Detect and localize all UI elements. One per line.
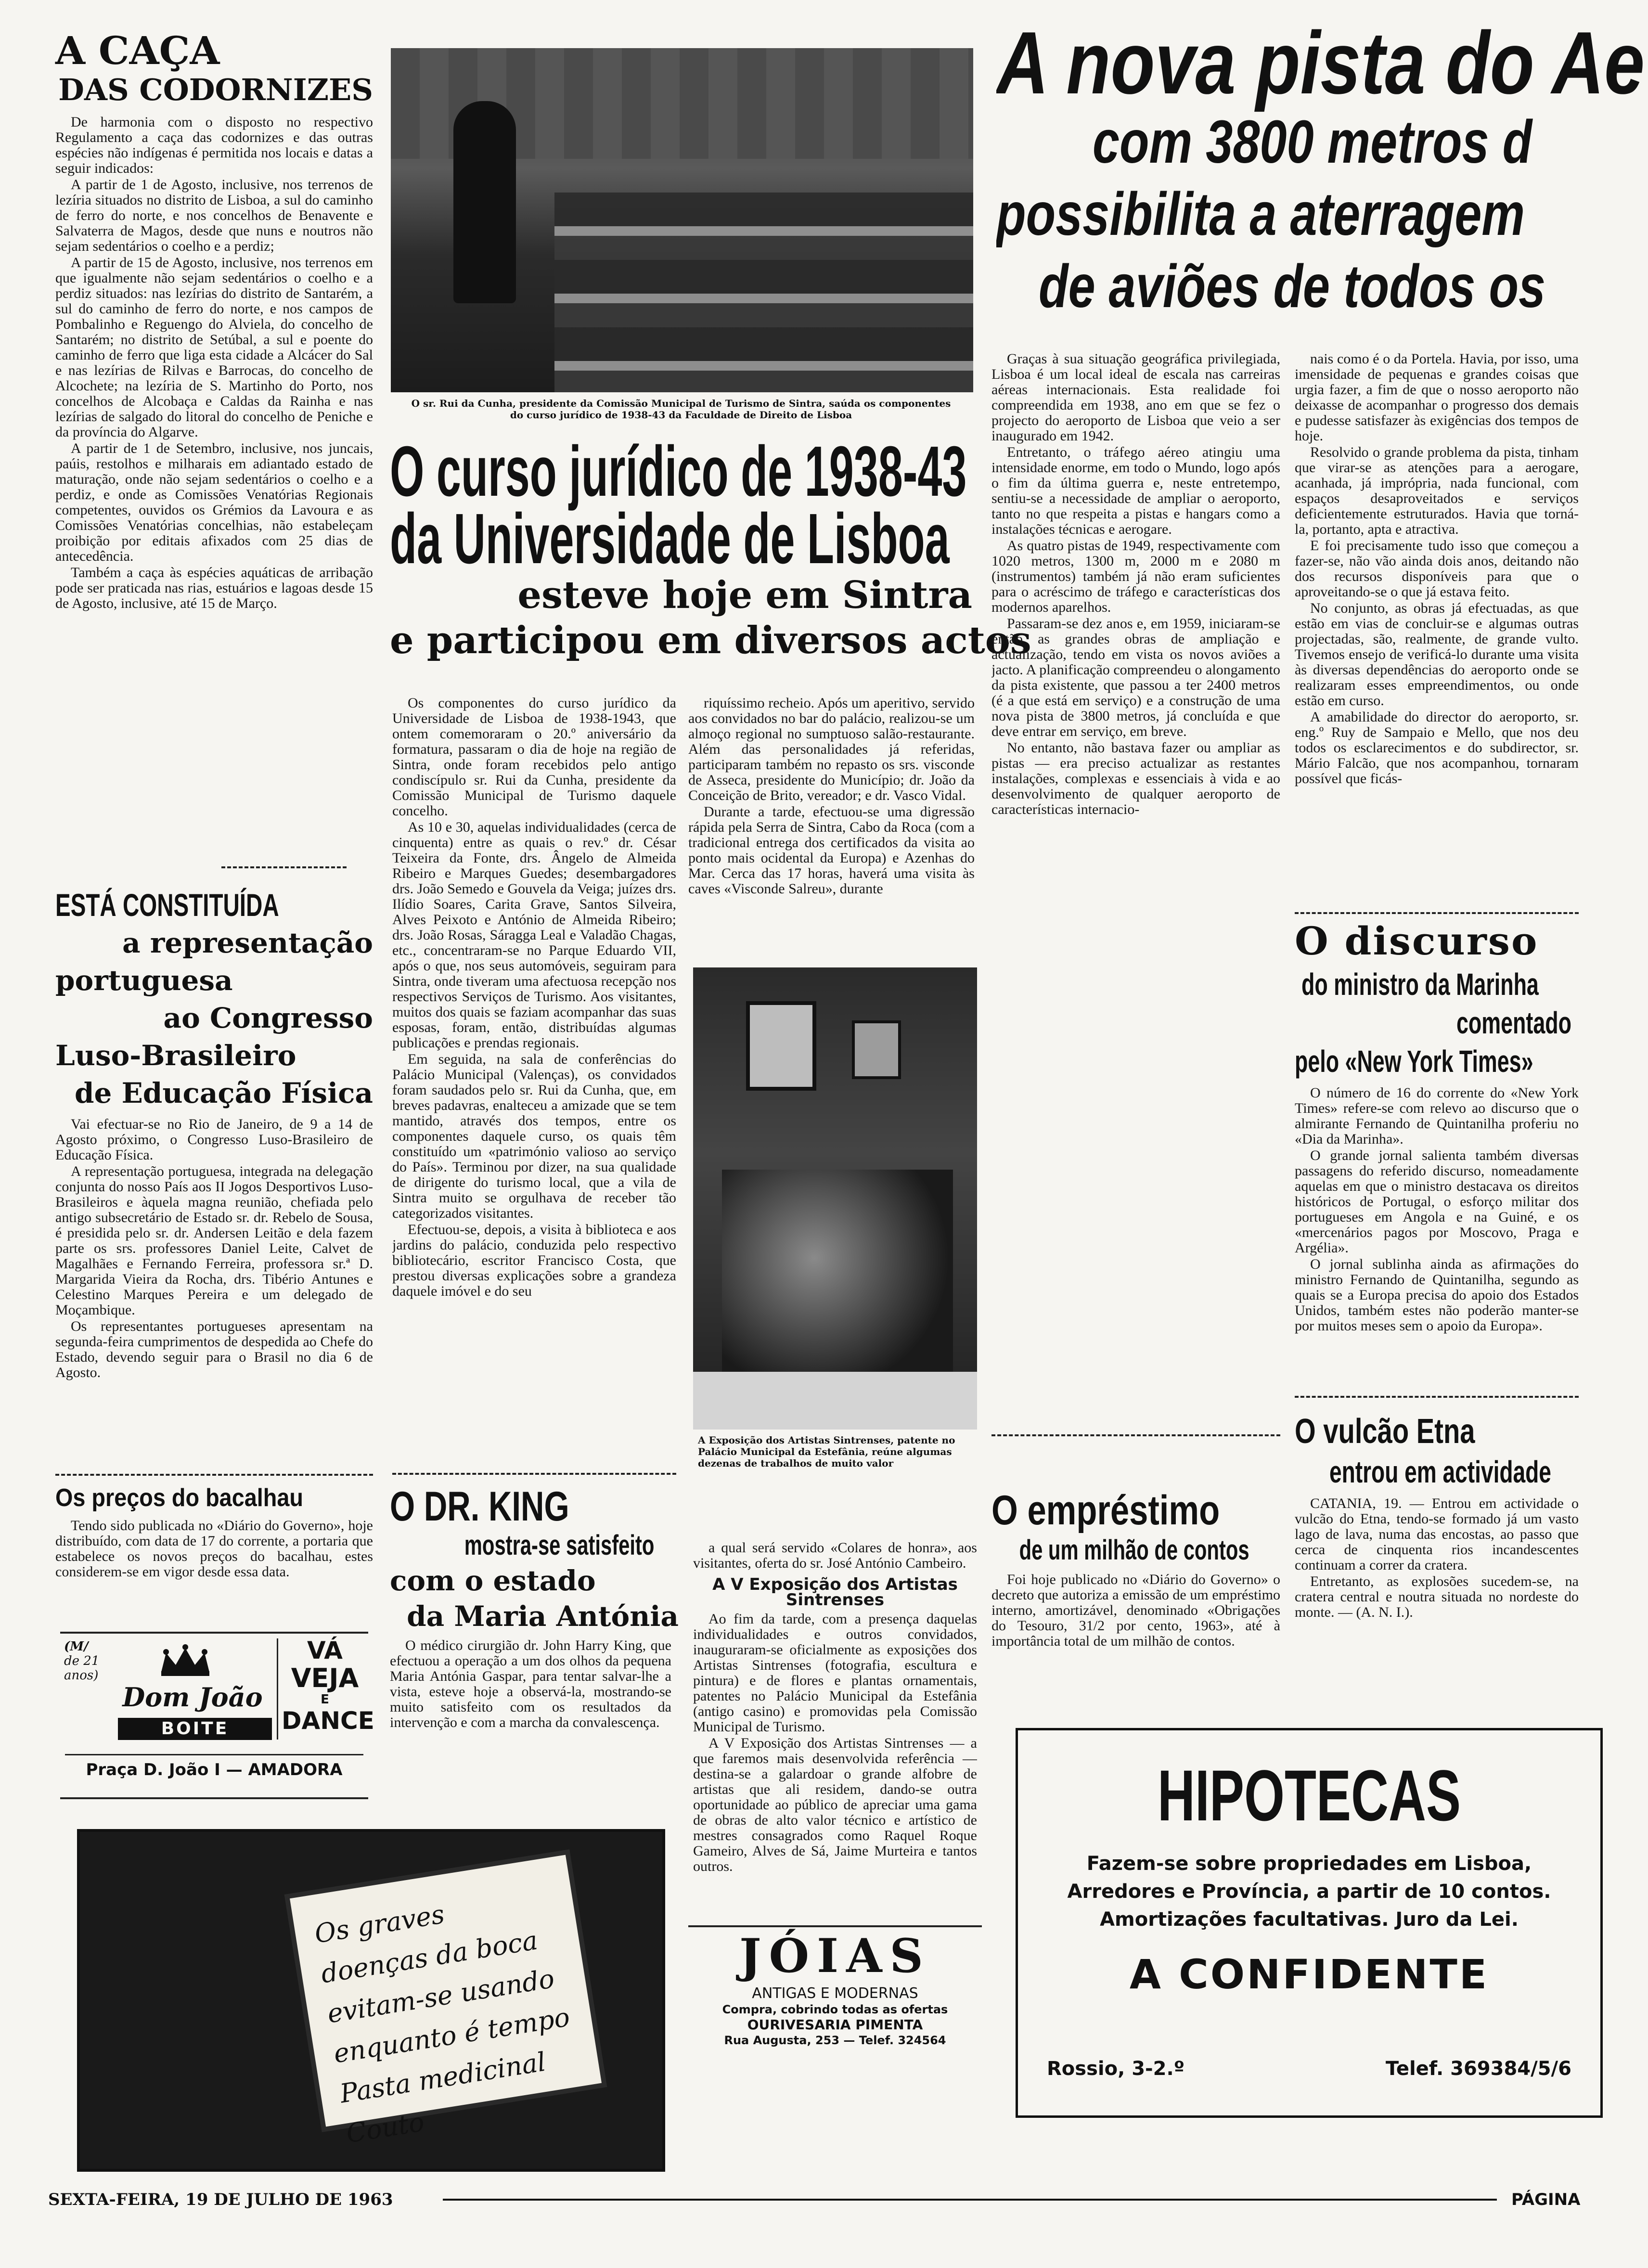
article-codornizes xyxy=(55,29,373,875)
paragraph: Entretanto, as explosões sucedem-se, na cratera central e noutra situada no nordeste do monte. — (A. N. I.). xyxy=(1295,1573,1579,1620)
paragraph: E foi precisamente tudo isso que começou a fazer-se, não vão ainda dois anos, deitando não dos recursos disponíveis para que o aproveitando-se o que já estava feito. xyxy=(1295,538,1579,600)
subheadline: A V Exposição dos Artistas Sintrenses xyxy=(712,1575,958,1610)
article-curso xyxy=(390,432,1031,663)
paragraph: A partir de 15 de Agosto, inclusive, nos terrenos em que igualmente não sejam sedentários o coelho e a perdiz situados: nas lezírias do distrito de Santarém, a sul do caminho de ferro do norte, e nos campos de Pombalinho e Reguengo do Alviela, do concelho de Santarém; no distrito de Setúbal, a sul e poente do caminho de ferro que liga esta cidade a Alcácer do Sal e nas lezírias de Rilvas e Barrocas, do concelho de Alcochete; na lezíria de S. Martinho do Porto, nos concelhos de Alcobaça e Caldas da Rainha e nas lezírias de salgado do litoral do concelho de Peniche e da província do Algarve. xyxy=(55,255,373,440)
ad-line: Compra, cobrindo todas as ofertas xyxy=(722,2003,948,2016)
crown-icon xyxy=(156,1643,214,1677)
ad-joias xyxy=(688,1925,982,2110)
article-body xyxy=(1295,1085,1579,1360)
paragraph: As quatro pistas de 1949, respectivamente com 1020 metros, 1300 m, 2000 m e 2080 m (instrumentos) também já não eram suficientes para o acréscimo de tráfego e características dos modernos aparelhos. xyxy=(991,538,1280,615)
headline-line1: O discurso xyxy=(1295,918,1539,964)
footer xyxy=(48,2185,1636,2214)
paragraph: A partir de 1 de Agosto, inclusive, nos terrenos de lezíria situados no distrito de Lisboa, a sul do caminho de ferro do norte, e nos concelhos de Benavente e Salvaterra de Magos, desde que nuns e noutros não sejam sedentários o coelho e a perdiz; xyxy=(55,177,373,254)
paragraph: a qual será servido «Colares de honra», aos visitantes, oferta do sr. José António Cambeiro. xyxy=(693,1540,977,1571)
age-notice xyxy=(64,1639,99,1683)
paragraph: Tendo sido publicada no «Diário do Governo», hoje distribuído, com data de 17 do corrente, a portaria que estabelece os novos preços do bacalhau, estes considerem-se em vigor desde essa data. xyxy=(55,1518,373,1580)
age-line: (M/ xyxy=(64,1639,89,1654)
headline-line1: ESTÁ CONSTITUÍDA xyxy=(55,887,279,923)
curso-col2 xyxy=(688,696,975,960)
headline-line3: possibilita a aterragem xyxy=(996,180,1525,248)
divider xyxy=(277,1638,278,1740)
headline-line2: da Universidade de Lisboa xyxy=(390,499,950,579)
paragraph: Entretanto, o tráfego aéreo atingiu uma intensidade enorme, em todo o Mundo, logo após o fim da última guerra e, neste entretempo, sentiu-se a necessidade de ampliar o aeroporto, tanto no que respeita a pistas e hangars como a instalações técnicas e aerogare. xyxy=(991,444,1280,537)
ad-title: JÓIAS xyxy=(739,1929,931,1983)
slogan-word: E xyxy=(321,1692,329,1707)
ad-pasta-couto xyxy=(77,1829,665,2172)
article-body xyxy=(55,1518,373,1581)
headline-line2: entrou em actividade xyxy=(1329,1455,1551,1489)
ad-address: Rossio, 3-2.º xyxy=(1047,2058,1185,2080)
article-body xyxy=(991,1572,1280,1650)
headline-line4: de aviões de todos os xyxy=(1039,252,1546,320)
photo-painting xyxy=(852,1020,901,1079)
divider xyxy=(991,1434,1280,1436)
paragraph: No entanto, não bastava fazer ou ampliar as pistas — era preciso actualizar as restantes instalações, complexas e essenciais à vida e ao desenvolvimento de qualquer aeroporto de características internacio- xyxy=(991,740,1280,817)
paragraph: O número de 16 do corrente do «New York Times» refere-se com relevo ao discurso que o almirante Fernando de Quintanilha proferiu no «Dia da Marinha». xyxy=(1295,1085,1579,1147)
photo-audience-caption xyxy=(404,398,958,421)
paragraph: O grande jornal salienta também diversas passagens do referido discurso, nomeadamente aquelas em que o ministro destacava os direitos históricos de Portugal, o esforço militar dos portugueses em Angola e na Guiné, e os «mercenários pagos por Moscovo, Praga e Argélia». xyxy=(1295,1147,1579,1256)
caption-text: A Exposição dos Artistas Sintrenses, patente no Palácio Municipal da Estefânia, reúne algumas dezenas de trabalhos de muito valor xyxy=(698,1434,955,1469)
curso-continued xyxy=(693,1540,977,1920)
pista-col2 xyxy=(1295,351,1579,905)
slogan-word: DANCE xyxy=(282,1707,374,1735)
paragraph: O médico cirurgião dr. John Harry King, que efectuou a operação a um dos olhos da pequena Maria Antónia Gaspar, para tentar salvar-lhe a vista, esteve hoje a observá-la, mostrando-se muito satisfeito com os resultados da intervenção e com a marcha da convalescença. xyxy=(390,1638,671,1730)
headline-line1: O empréstimo xyxy=(991,1487,1220,1533)
photo-rows xyxy=(554,193,973,392)
headline-line2: do ministro da Marinha xyxy=(1301,967,1539,1002)
photo-exhibition xyxy=(693,967,977,1430)
ad-line: ANTIGAS E MODERNAS xyxy=(752,1985,918,2002)
age-line: de 21 xyxy=(64,1654,100,1668)
ad-phone: Telef. 369384/5/6 xyxy=(1385,2058,1571,2080)
paragraph: Ao fim da tarde, com a presença daquelas individualidades e outros convidados, inauguraram-se oficialmente as exposições dos Artistas Sintrenses (fotografia, escultura e pintura) e de flores e plantas ornamentais, patentes no Palácio Municipal da Estefânia (antigo casino) e promovidas pela Comissão Municipal de Turismo. xyxy=(693,1611,977,1735)
photo-speaker xyxy=(453,101,516,303)
headline-line3: portuguesa xyxy=(55,964,233,997)
paragraph: Efectuou-se, depois, a visita à biblioteca e aos jardins do palácio, conduzida pelo respectivo bibliotecário, escritor Francisco Costa, que prestou diversas explicações sobre a grandeza daquele imóvel e do seu xyxy=(392,1222,676,1299)
divider xyxy=(221,866,347,868)
headline-line2: mostra-se satisfeito xyxy=(464,1530,655,1561)
ad-card xyxy=(290,1855,602,2149)
headline-line1: A CAÇA xyxy=(55,28,220,73)
divider xyxy=(1295,1396,1579,1398)
photo-plants xyxy=(722,1170,953,1391)
age-line: anos) xyxy=(64,1668,99,1683)
headline-line3: com o estado xyxy=(390,1564,596,1597)
ad-line: Rua Augusta, 253 — Telef. 324564 xyxy=(724,2034,946,2047)
footer-rule xyxy=(443,2199,1497,2201)
paragraph: Resolvido o grande problema da pista, tinham que virar-se as atenções para a aerogare, acanhada, já imprópria, nada funcional, com espaços desaproveitados e serviços deficientemente estruturados. Havia que torná-la, portanto, apta e atractiva. xyxy=(1295,444,1579,537)
article-pista-headline xyxy=(996,19,1648,347)
ad-script-text: Os graves doenças da boca evitam-se usando enquanto é tempo Pasta medicinal Couto xyxy=(312,1898,572,2149)
paragraph: Durante a tarde, efectuou-se uma digressão rápida pela Serra de Sintra, Cabo da Roca (com a tradicional entrega dos certificados da visita ao ponto mais ocidental da Europa) e Azenhas do Mar. Cerca das 17 horas, haverá uma visita às caves «Visconde Salreu», durante xyxy=(688,804,975,897)
subheadline-line2: e participou em diversos actos xyxy=(390,619,1031,662)
headline-line1: O vulcão Etna xyxy=(1295,1412,1475,1451)
logo-script: Dom João xyxy=(122,1682,263,1713)
headline-line4: da Maria Antónia xyxy=(407,1600,679,1633)
footer-page-label: PÁGINA xyxy=(1511,2190,1581,2209)
paragraph: Em seguida, na sala de conferências do Palácio Municipal (Valenças), os convidados foram saudados pelo sr. Rui da Cunha, que, em breves padavras, enalteceu a amizade que se tem mantido, através dos tempos, entre os componentes daquele curso, os quais têm constituído um «património valioso ao serviço do País». Terminou por dizer, na sua qualidade de dirigente do turismo local, que a vila de Sintra muito se orgulhava de receber tão categorizados visitantes. xyxy=(392,1051,676,1221)
pista-col1 xyxy=(991,351,1280,1049)
paragraph: Os representantes portugueses apresentam na segunda-feira cumprimentos de despedida ao Chefe do Estado, devendo seguir para o Brasil no dia 6 de Agosto. xyxy=(55,1318,373,1380)
headline-line2: de um milhão de contos xyxy=(1019,1534,1249,1566)
ad-slogan xyxy=(282,1637,374,1735)
article-emprestimo xyxy=(991,1487,1280,1650)
article-marinha xyxy=(1295,917,1579,1360)
ad-line: Fazem-se sobre propriedades em Lisboa, xyxy=(1086,1853,1532,1875)
article-body xyxy=(55,1117,373,1386)
headline-line1: O DR. KING xyxy=(390,1483,569,1530)
paragraph: Também a caça às espécies aquáticas de arribação pode ser praticada nas rias, estuários e lagoas desde 15 de Agosto, inclusive, até 15 de Março. xyxy=(55,565,373,611)
headline-line3: comentado xyxy=(1456,1005,1571,1040)
headline-line2: com 3800 metros d xyxy=(1093,108,1532,176)
article-etna xyxy=(1295,1410,1579,1621)
headline-line1: A nova pista do Ae xyxy=(996,19,1645,112)
ad-title: HIPOTECAS xyxy=(1157,1755,1461,1836)
ad-hipotecas xyxy=(1016,1728,1603,2118)
paragraph: De harmonia com o disposto no respectivo Regulamento a caça das codornizes e das outras espécies não indígenas é permitida nos locais e datas a seguir indicados: xyxy=(55,115,373,176)
divider xyxy=(1295,912,1579,914)
paragraph: Os componentes do curso jurídico da Universidade de Lisboa de 1938-1943, que ontem comemoraram o 20.º aniversário da formatura, passaram o dia de hoje na região de Sintra, onde foram recebidos pelo antigo condiscípulo sr. Rui da Cunha, presidente da Comissão Municipal de Turismo daquele concelho. xyxy=(392,696,676,819)
paragraph: Foi hoje publicado no «Diário do Governo» o decreto que autoriza a emissão de um empréstimo interno, amortizável, denominado «Obrigações do Tesouro, 31/2 por cento, 1963», até à importância total de um milhão de contos. xyxy=(991,1572,1280,1649)
paragraph: CATANIA, 19. — Entrou em actividade o vulcão do Etna, tendo-se formado já um vasto lago de lava, numa das encostas, ao passo que cerca de cinquenta rios incandescentes continuam a correr da cratera. xyxy=(1295,1496,1579,1573)
headline-line5: Luso-Brasileiro xyxy=(55,1039,296,1072)
paragraph: A amabilidade do director do aeroporto, sr. eng.º Ruy de Sampaio e Mello, que nos deu todos os esclarecimentos e do subdirector, sr. Mário Falcão, que nos acompanhou, tornaram possível que ficás- xyxy=(1295,709,1579,786)
headline: Os preços do bacalhau xyxy=(55,1484,303,1512)
slogan-word: VÁ xyxy=(307,1637,343,1664)
headline-line4: pelo «New York Times» xyxy=(1295,1044,1533,1079)
paragraph: O jornal sublinha ainda as afirmações do ministro Fernando de Quintanilha, segundo as quais se a Europa precisa do apoio dos Estados Unidos, também estes não poderão manter-se por muitos meses sem o apoio da Europa». xyxy=(1295,1256,1579,1334)
paragraph: Graças à sua situação geográfica privilegiada, Lisboa é um local ideal de escala nas carreiras aéreas internacionais. Esta realidade foi compreendida em 1938, ano em que se fez o projecto do aeroporto de Lisboa que veio a ser inaugurado em 1942. xyxy=(991,351,1280,444)
paragraph: As 10 e 30, aquelas individualidades (cerca de cinquenta) entre as quais o rev.º dr. César Teixeira da Fonte, drs. Ângelo de Almeida Ribeiro e Marques Guedes; desembargadores drs. João Semedo e Gouvela da Veiga; juízes drs. Ilídio Soares, Carita Grave, Santos Silveira, Alves Peixoto e António de Almeida Ribeiro; drs. João Rosas, Sáragga Leal e Valadão Chagas, etc., concentraram-se no Parque Eduardo VII, após o que, nos seus automóveis, seguiram para Sintra, onde tiveram uma afectuosa recepção nos respectivos Serviços de Turismo. Aos visitantes, muitos dos quais se faziam acompanhar das suas esposas, foram, então, distribuídas algumas publicações e prendas regionais. xyxy=(392,819,676,1051)
ad-company: A CONFIDENTE xyxy=(1129,1951,1489,1998)
headline-line2: a representação xyxy=(122,927,373,959)
ad-dom-joao xyxy=(60,1632,374,1799)
ad-line: Arredores e Província, a partir de 10 contos. xyxy=(1067,1881,1551,1903)
ad-line: Amortizações facultativas. Juro da Lei. xyxy=(1100,1908,1519,1931)
ad-address: Praça D. João I — AMADORA xyxy=(65,1754,363,1779)
article-body xyxy=(1295,1496,1579,1621)
headline-line2: DAS CODORNIZES xyxy=(58,72,373,107)
paragraph: Vai efectuar-se no Rio de Janeiro, de 9 a 14 de Agosto próximo, o Congresso Luso-Brasileiro de Educação Física. xyxy=(55,1117,373,1163)
paragraph: nais como é o da Portela. Havia, por isso, uma imensidade de pequenas e grandes coisas que urgia fazer, a fim de que o nosso aeroporto não deixasse de acompanhar o progresso dos demais e pudesse satisfazer às exigências dos tempos de hoje. xyxy=(1295,351,1579,444)
article-king xyxy=(390,1485,679,1731)
photo-audience xyxy=(391,48,973,392)
paragraph: A V Exposição dos Artistas Sintrenses — a que faremos mais desenvolvida referência — destina-se a galardoar o grande alfobre de artistas que ali residem, dando-se outra oportunidade ao público de apreciar uma gama de obras de alto valor técnico e artístico de mestres consagrados como Raquel Roque Gameiro, Alves de Sá, Jaime Murteira e tantos outros. xyxy=(693,1735,977,1874)
ad-line: OURIVESARIA PIMENTA xyxy=(747,2017,923,2033)
article-congresso xyxy=(55,886,373,1386)
headline-line6: de Educação Física xyxy=(74,1077,373,1109)
paragraph: A representação portuguesa, integrada na delegação conjunta do nosso País aos II Jogos Desportivos Luso-Brasileiros e àquela magna reunião, chefiada pelo antigo subsecretário de Estado sr. dr. Rebelo de Sousa, é presidida pelo sr. dr. Andersen Leitão e dela fazem parte os srs. professores Daniel Leite, Calvet de Magalhães e Fernando Ferreira, professora sr.ª D. Margarida Vieira da Rocha, drs. Tibério Antunes e Celestino Marques Pereira e um delegado de Moçambique. xyxy=(55,1163,373,1318)
paragraph: Passaram-se dez anos e, em 1959, iniciaram-se então as grandes obras de ampliação e actualização, tendo em vista os novos aviões a jacto. A planificação compreendeu o alongamento da pista existente, que passou a ter 2400 metros (é a que está em serviço) e a construção de uma nova pista de 3800 metros, já concluída e que deve entrar em serviço, em breve. xyxy=(991,616,1280,739)
curso-col1 xyxy=(392,696,676,1466)
footer-date: SEXTA-FEIRA, 19 DE JULHO DE 1963 xyxy=(48,2190,393,2209)
divider xyxy=(392,1473,676,1475)
caption-text: O sr. Rui da Cunha, presidente da Comissão Municipal de Turismo de Sintra, saúda os componentes do curso jurídico de 1938-43 da Faculdade de Direito de Lisboa xyxy=(411,398,951,421)
slogan-word: VEJA xyxy=(291,1663,359,1693)
article-body xyxy=(55,115,373,875)
article-bacalhau xyxy=(55,1482,373,1581)
paragraph: riquíssimo recheio. Após um aperitivo, servido aos convidados no bar do palácio, realizou-se um almoço regional no sumptuoso salão-restaurante. Além das personalidades já referidas, participaram também no repasto os srs. visconde de Asseca, presidente do Município; dr. João da Conceição de Brito, vereador; e dr. Vasco Vidal. xyxy=(688,696,975,803)
boite-label: BOITE xyxy=(118,1718,272,1740)
headline-line4: ao Congresso xyxy=(163,1002,373,1034)
article-body xyxy=(390,1638,671,1731)
paragraph: No conjunto, as obras já efectuadas, as que estão em vias de concluir-se e algumas outras projectadas, são, realmente, de grande vulto. Tivemos ensejo de verificá-lo durante uma visita às diversas dependências do aeroporto onde se realizaram esses empreendimentos, ou onde estão em curso. xyxy=(1295,600,1579,709)
photo-painting xyxy=(746,1001,816,1091)
headline-line1: O curso jurídico de 1938-43 xyxy=(390,432,967,511)
subheadline-line1: esteve hoje em Sintra xyxy=(517,573,972,617)
paragraph: A partir de 1 de Setembro, inclusive, nos juncais, paúis, restolhos e milharais em adiantado estado de maturação, onde não sejam sedentários o coelho e a perdiz, e onde as Comissões Venatórias Regionais competentes, ouvidos os Grémios da Lavoura e as Comissões Venatórias concelhias, não estabeleçam proibição por editais afixados com 25 dias de antecedência. xyxy=(55,440,373,564)
divider xyxy=(55,1474,373,1476)
photo-exhibition-caption xyxy=(698,1434,977,1469)
photo-floor xyxy=(693,1372,977,1430)
